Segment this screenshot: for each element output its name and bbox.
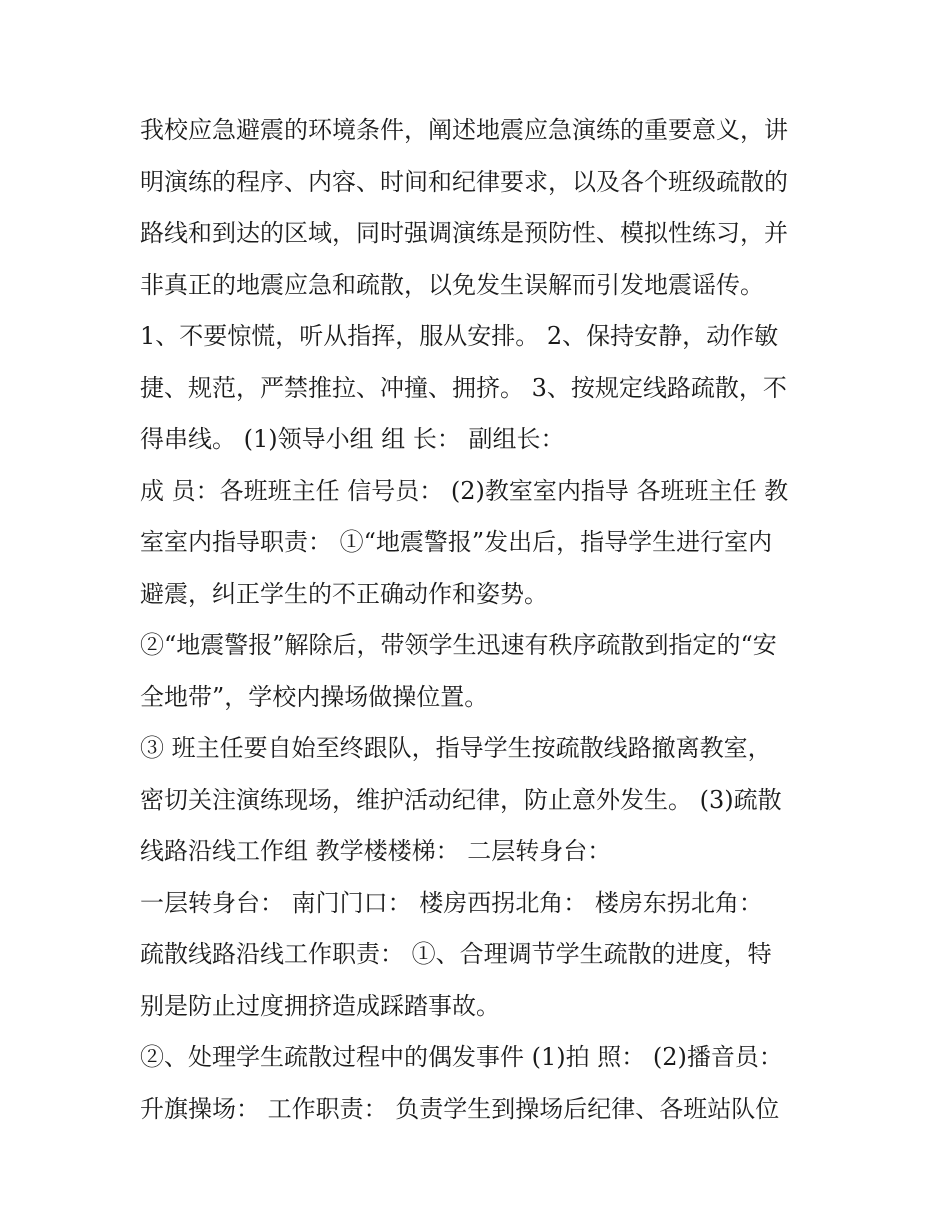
text-line: 别是防止过度拥挤造成踩踏事故。 [140,991,500,1020]
text-line: 明演练的程序、内容、时间和纪律要求，以及各个班级疏散的 [140,167,788,196]
text-line: 避震，纠正学生的不正确动作和姿势。 [140,579,548,608]
text-line: ②“地震警报”解除后，带领学生迅速有秩序疏散到指定的“安 [140,631,777,659]
text-line: 升旗操场： 工作职责： 负责学生到操场后纪律、各班站队位 [140,1094,780,1123]
text-line: 得串线。 (1)领导小组 组 长： 副组长： [140,425,565,453]
text-line: ③ 班主任要自始至终跟队，指导学生按疏散线路撤离教室， [140,734,772,762]
document-body [140,112,830,1142]
text-line: 密切关注演练现场，维护活动纪律，防止意外发生。 (3)疏散 [140,785,782,814]
text-line: 线路沿线工作组 教学楼楼梯： 二层转身台： [140,837,612,865]
text-line: 室室内指导职责： ①“地震警报”发出后，指导学生进行室内 [140,528,773,556]
text-line: 成 员：各班班主任 信号员： (2)教室室内指导 各班班主任 教 [140,476,789,505]
text-line: 捷、规范，严禁推拉、冲撞、拥挤。 3、按规定线路疏散，不 [140,373,787,402]
text-line: 1、不要惊慌，听从指挥，服从安排。 2、保持安静，动作敏 [140,322,779,350]
text-line: 非真正的地震应急和疏散，以免发生误解而引发地震谣传。 [140,270,764,299]
text-line: 全地带”，学校内操场做操位置。 [140,682,489,711]
text-line: 我校应急避震的环境条件，阐述地震应急演练的重要意义，讲 [140,116,788,144]
text-line: 路线和到达的区域，同时强调演练是预防性、模拟性练习，并 [140,219,788,247]
text-line: ②、处理学生疏散过程中的偶发事件 (1)拍 照： (2)播音员： [140,1043,783,1071]
text-line: 一层转身台： 南门门口： 楼房西拐北角： 楼房东拐北角： [140,888,763,917]
text-line: 疏散线路沿线工作职责： ①、合理调节学生疏散的进度，特 [140,940,772,968]
